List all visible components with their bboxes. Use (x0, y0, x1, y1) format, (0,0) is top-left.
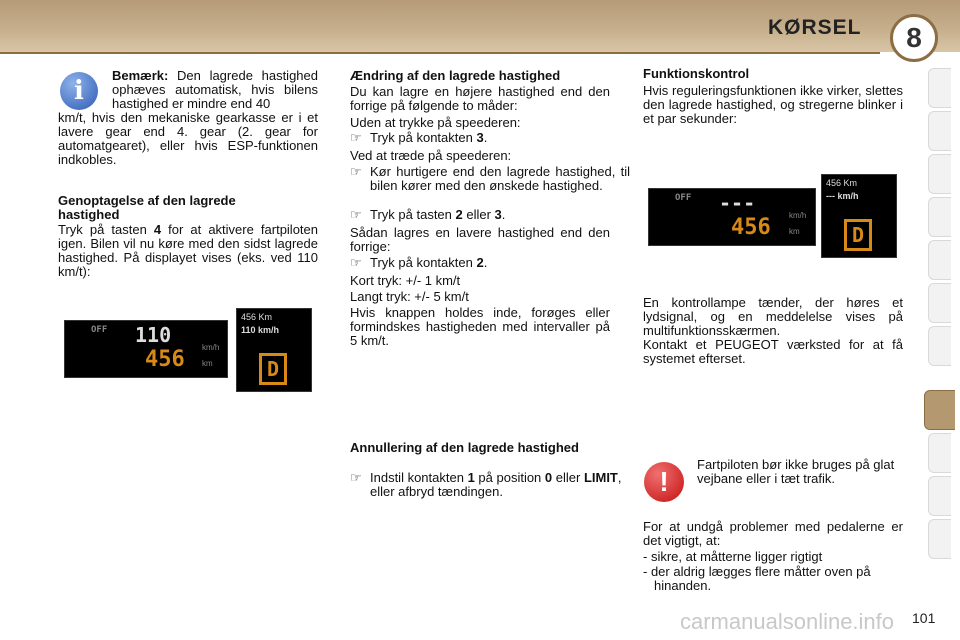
cancel-heading: Annullering af den lagrede hastighed (350, 440, 579, 455)
multifunction-display-image (236, 308, 312, 392)
note-paragraph-bottom (58, 111, 318, 167)
chapter-title: KØRSEL (768, 16, 862, 39)
multifunction-display-image (821, 174, 897, 258)
set-speed-value: 110 (135, 323, 172, 347)
bullet-text: . (501, 207, 506, 222)
speed-unit: km/h (789, 211, 807, 220)
pointing-hand-icon: ☞ (350, 130, 362, 145)
speed-unit: km/h (202, 343, 220, 352)
pointing-hand-icon: ☞ (350, 164, 362, 179)
func-heading: Funktionskontrol (643, 66, 750, 81)
chapter-tab[interactable] (928, 240, 951, 280)
chapter-tab[interactable] (928, 476, 951, 516)
instruction-bullet (350, 131, 630, 145)
warning-list-item: - der aldrig lægges flere måtter oven på hinanden. (643, 564, 871, 593)
change-paragraph: Ved at træde på speederen: (350, 148, 512, 163)
bullet-text: Tryk på kontakten (370, 255, 477, 270)
note-text-part: Den lagrede hastighed ophæves automatisk, hvis bilens hastighed er mindre end 40 (112, 68, 318, 111)
bullet-text: Tryk på kontakten (370, 130, 477, 145)
current-speed-value: 456 (731, 215, 771, 240)
bullet-key: 2 (476, 255, 484, 270)
chapter-tab[interactable] (928, 519, 951, 559)
change-paragraph: Langt tryk: +/- 5 km/t (350, 289, 469, 304)
resume-text-part: Tryk på tasten (58, 222, 154, 237)
note-paragraph-top (112, 69, 318, 111)
bullet-key: 3 (476, 130, 484, 145)
chapter-tab[interactable] (928, 68, 951, 108)
bullet-text: eller (552, 470, 584, 485)
chapter-tab[interactable] (928, 433, 951, 473)
bullet-key: 3 (494, 207, 502, 222)
change-paragraph: Kort tryk: +/- 1 km/t (350, 273, 461, 288)
off-label: OFF (675, 193, 692, 203)
chapter-tab[interactable] (928, 111, 951, 151)
chapter-tab-active[interactable] (924, 390, 955, 430)
bullet-key: LIMIT (583, 470, 618, 485)
func-paragraph: En kontrollampe tænder, der høres et lydsignal, og en meddelelse vises på multifunktionsskærmen. (643, 295, 903, 338)
chapter-number-badge: 8 (890, 14, 938, 62)
change-paragraph: Uden at trykke på speederen: (350, 115, 521, 130)
bullet-text: . (483, 255, 488, 270)
resume-key: 4 (153, 222, 162, 237)
instruction-bullet (350, 208, 630, 222)
func-paragraph: Hvis reguleringsfunktionen ikke virker, slettes den lagrede hastighed, og stregerne blinker i et par sekunder: (643, 83, 903, 126)
instruction-bullet (350, 256, 630, 270)
bullet-key: 0 (544, 470, 553, 485)
display-odometer: 456 Km (826, 178, 858, 188)
chapter-tab[interactable] (928, 197, 951, 237)
resume-heading: Genoptagelse af den lagrede hastighed (58, 193, 236, 222)
display-set-speed: 110 km/h (241, 325, 280, 335)
change-paragraph: Sådan lagres en lavere hastighed end den forrige: (350, 225, 610, 254)
chapter-tab[interactable] (928, 326, 951, 366)
change-paragraph: Du kan lagre en højere hastighed end den forrige på følgende to måder: (350, 84, 610, 113)
pointing-hand-icon: ☞ (350, 207, 362, 222)
bullet-text: på position (474, 470, 545, 485)
instruction-bullet (350, 165, 630, 193)
bullet-text: eller (462, 207, 495, 222)
resume-text (58, 223, 318, 279)
off-label: OFF (91, 325, 108, 335)
display-set-speed: --- km/h (826, 191, 859, 201)
func-paragraph: Kontakt et PEUGEOT værksted for at få systemet efterset. (643, 337, 903, 366)
header-rule (0, 52, 880, 54)
watermark: carmanualsonline.info (680, 609, 895, 634)
set-speed-value: --- (719, 191, 756, 215)
current-speed-value: 456 (145, 347, 185, 372)
bullet-text: , eller afbryd tændingen. (370, 470, 622, 499)
bullet-key: 2 (455, 207, 463, 222)
pointing-hand-icon: ☞ (350, 470, 362, 485)
warning-icon: ! (644, 462, 684, 502)
chapter-tabs (928, 68, 952, 576)
resume-text-part: for at aktivere fartpiloten igen. Bilen vil nu køre med den sidst lagrede hastighed. På displayet vises (eks. ved 110 km/t): (58, 222, 319, 279)
gear-indicator: D (844, 219, 872, 251)
note-lead: Bemærk: (112, 68, 169, 83)
warning-list-item: - sikre, at måtterne ligger rigtigt (643, 549, 823, 564)
change-heading: Ændring af den lagrede hastighed (350, 68, 561, 83)
bullet-text: Indstil kontakten (370, 470, 468, 485)
change-paragraph: Hvis knappen holdes inde, forøges eller formindskes hastigheden med intervaller på 5 km/t. (350, 305, 610, 348)
bullet-text: Kør hurtigere end den lagrede hastighed, til bilen kører med den ønskede hastighed. (370, 164, 630, 193)
gear-indicator: D (259, 353, 287, 385)
bullet-text: Tryk på tasten (370, 207, 456, 222)
warning-intro: For at undgå problemer med pedalerne er det vigtigt, at: (643, 519, 903, 548)
pointing-hand-icon: ☞ (350, 255, 362, 270)
bullet-key: 1 (467, 470, 475, 485)
instrument-cluster-image (648, 188, 816, 246)
bullet-text: . (483, 130, 488, 145)
warning-text: Fartpiloten bør ikke bruges på glat vejbane eller i tæt trafik. (697, 457, 895, 486)
chapter-tab[interactable] (928, 154, 951, 194)
instrument-cluster-image (64, 320, 228, 378)
distance-unit: km (202, 359, 213, 368)
chapter-tab[interactable] (928, 283, 951, 323)
page-number: 101 (912, 610, 936, 626)
distance-unit: km (789, 227, 800, 236)
note-text-part: km/t, hvis den mekaniske gearkasse er i et lavere gear end 4. gear (2. gear for automatgearet), eller hvis ESP-funktionen indkobles. (58, 110, 318, 167)
instruction-bullet (350, 471, 632, 499)
info-icon: i (60, 72, 98, 110)
display-odometer: 456 Km (241, 312, 273, 322)
